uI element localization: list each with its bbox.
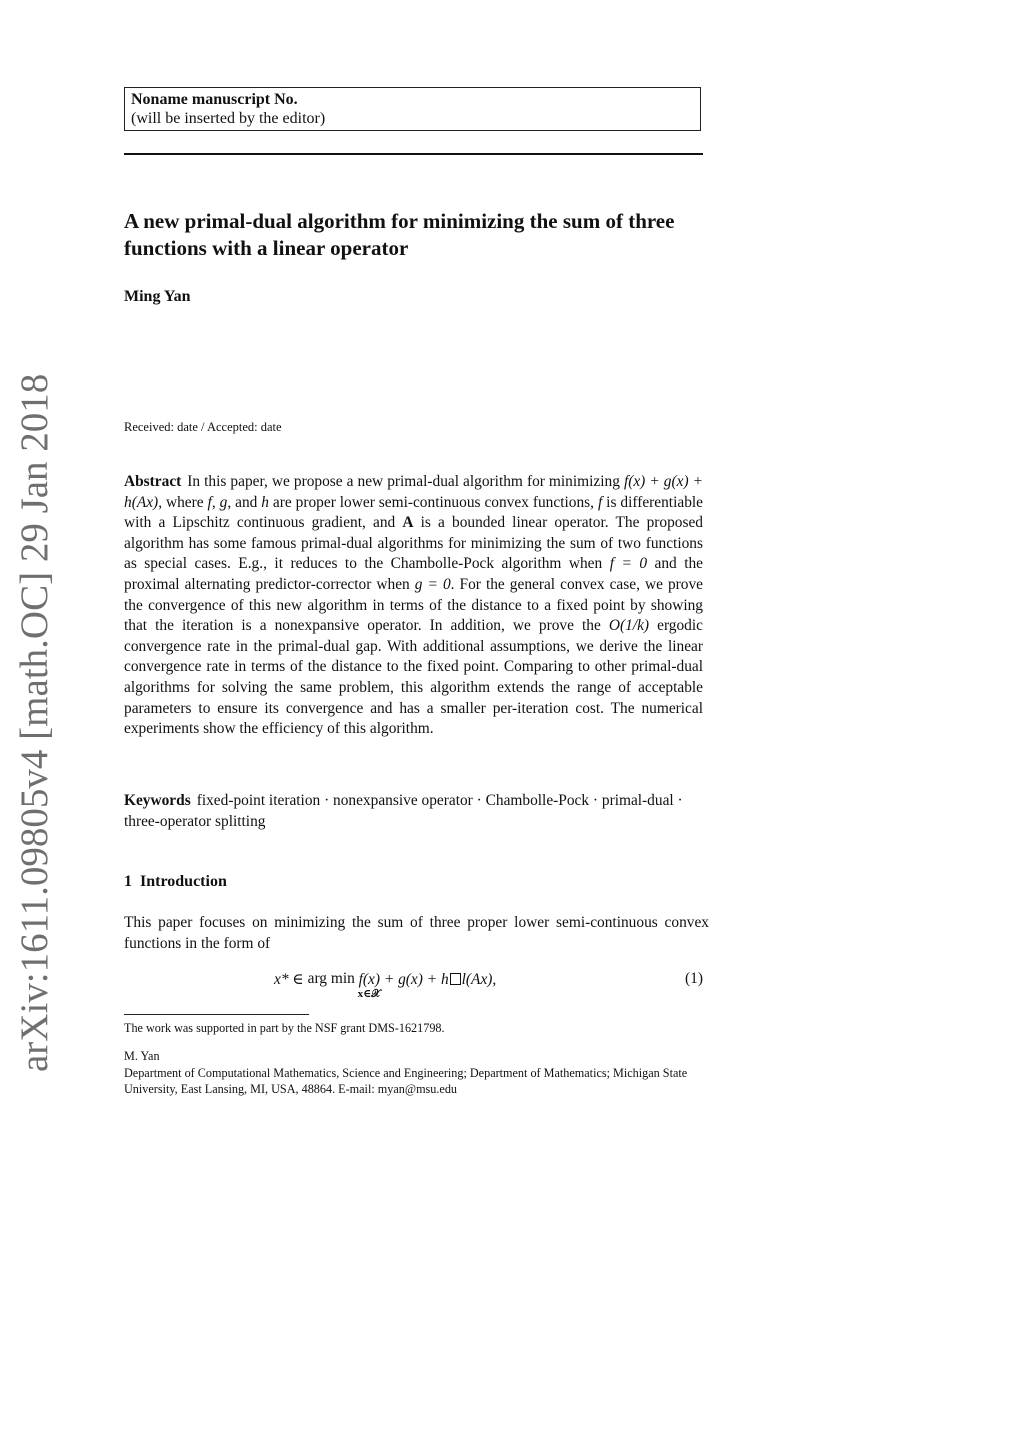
abstract-text: , and	[227, 493, 262, 511]
abstract-text: In this paper, we propose a new primal-dual algorithm for minimizing	[187, 473, 624, 490]
infimal-convolution-box	[450, 973, 461, 985]
intro-paragraph: This paper focuses on minimizing the sum of three proper lower semi-continuous convex functions in the form of	[124, 914, 709, 952]
section-title: Introduction	[140, 873, 227, 890]
math-f: f	[207, 493, 212, 511]
abstract-label: Abstract	[124, 473, 182, 490]
abstract-text: and the proximal alternating predictor-corrector when	[124, 555, 703, 593]
equation-rhs: f(x) + g(x) + h	[354, 971, 449, 988]
argmin-operator	[307, 970, 381, 1000]
math-g: g	[219, 493, 228, 511]
math-operator-a: A	[402, 514, 414, 532]
arxiv-identifier: arXiv:1611.09805v4 [math.OC] 29 Jan 2018	[13, 373, 56, 1072]
abstract-text: is differentiable with a Lipschitz continuous gradient, and	[124, 493, 703, 532]
received-date: Received: date / Accepted: date	[124, 420, 282, 434]
equation-body	[274, 970, 497, 1000]
abstract-text: ,	[211, 493, 220, 511]
author-affiliation	[124, 1048, 705, 1098]
abstract-text: is a bounded linear operator. The proposed algorithm has some famous primal-dual algorithms for minimizing the sum of two functions as special cases. E.g., it reduces to the Chambolle-Pock algorithm when	[124, 514, 703, 573]
math-h: h	[261, 493, 269, 511]
equation-rhs-tail: l(Ax),	[461, 971, 497, 988]
math-f: f	[597, 493, 603, 511]
paper-title: A new primal-dual algorithm for minimizing the sum of three functions with a linear operator	[124, 209, 675, 260]
keywords-list: fixed-point iteration · nonexpansive operator · Chambolle-Pock · primal-dual · three-operator splitting	[124, 792, 683, 830]
equation-lhs: x* ∈	[274, 971, 308, 988]
manuscript-number: Noname manuscript No.	[131, 91, 298, 108]
equation-1	[124, 968, 703, 1008]
section-number: 1	[124, 873, 132, 890]
abstract	[124, 472, 703, 740]
affiliation-text: Department of Computational Mathematics, Science and Engineering; Department of Mathematics; Michigan State University, East Lansing, MI, USA, 48864. E-mail: myan@msu.edu	[124, 1065, 688, 1096]
abstract-text: . For the general convex case, we prove the convergence of this new algorithm in terms of the distance to a fixed point by showing that the iteration is a nonexpansive operator. In addition, we prove the	[124, 575, 703, 635]
keywords-label: Keywords	[124, 792, 191, 809]
funding-footnote: The work was supported in part by the NSF grant DMS-1621798.	[124, 1021, 445, 1035]
footnote-rule	[124, 1014, 309, 1015]
section-heading	[124, 873, 227, 891]
argmin-subscript: x∈𝒳	[357, 988, 381, 1000]
keywords	[124, 791, 703, 832]
convergence-rate: O(1/k)	[608, 617, 650, 635]
argmin-text: arg min	[307, 970, 355, 987]
abstract-text: , where	[158, 493, 208, 511]
editor-note: (will be inserted by the editor)	[131, 110, 326, 127]
affiliation-name: M. Yan	[124, 1049, 160, 1063]
header-rule	[124, 153, 703, 155]
objective-formula: f(x) + g(x) + h(Ax)	[124, 473, 703, 511]
abstract-text: ergodic convergence rate in the primal-dual gap. With additional assumptions, we derive the linear convergence rate in terms of the distance to the fixed point. Comparing to other primal-dual algorithms for solving the same problem, this algorithm extends the range of acceptable parameters to ensure its convergence and has a smaller per-iteration cost. The numerical experiments show the efficiency of this algorithm.	[124, 617, 703, 738]
math-f-zero: f = 0	[609, 555, 648, 573]
abstract-text: are proper lower semi-continuous convex functions,	[268, 493, 598, 511]
equation-number: (1)	[685, 970, 703, 987]
author-name: Ming Yan	[124, 288, 191, 305]
manuscript-header-box	[124, 87, 701, 131]
math-g-zero: g = 0	[414, 575, 451, 593]
